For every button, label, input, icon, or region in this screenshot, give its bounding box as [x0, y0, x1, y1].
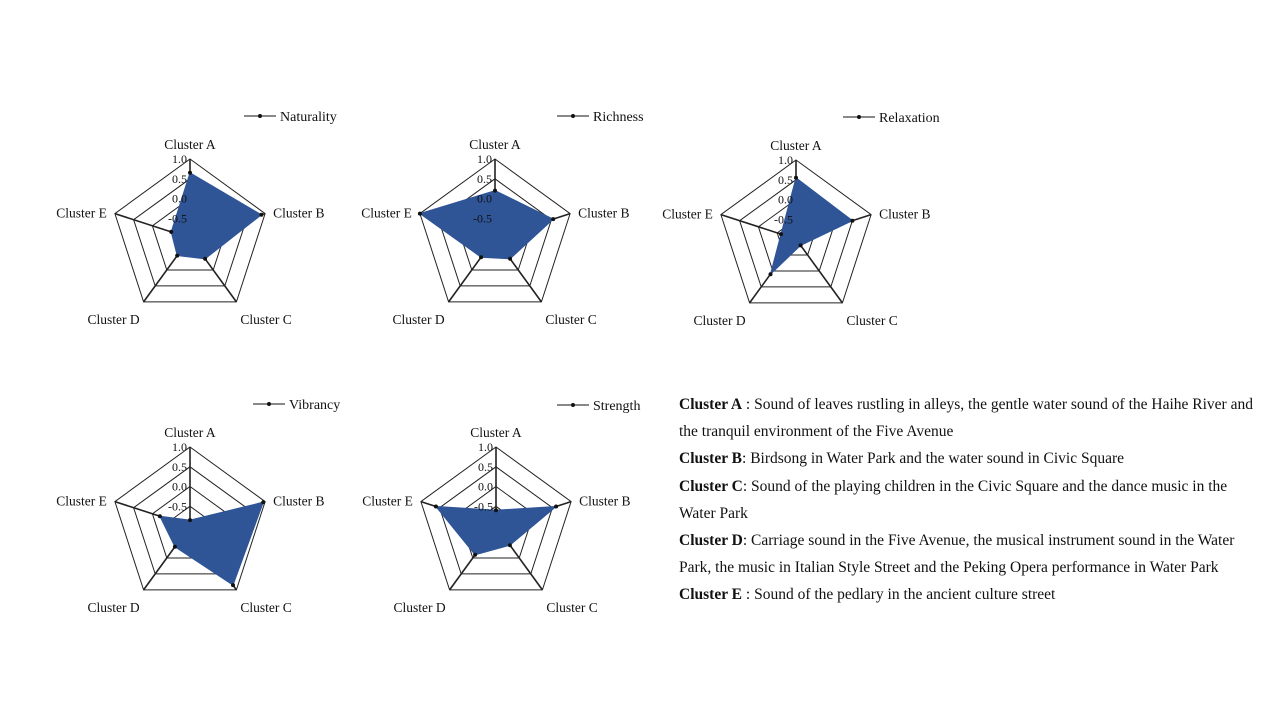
legend-marker: [267, 402, 271, 406]
data-point: [231, 583, 235, 587]
data-point: [259, 213, 263, 217]
r-tick-label: 0.0: [778, 192, 793, 207]
category-label: Cluster B: [273, 493, 325, 509]
r-tick-label: 0.0: [478, 479, 493, 494]
data-point: [188, 518, 192, 522]
cluster-description: [679, 391, 1259, 445]
r-tick-label: -0.5: [474, 499, 493, 514]
radar-chart-5: [362, 399, 640, 615]
r-tick-label: 0.5: [778, 172, 793, 187]
legend-label: Naturality: [280, 110, 337, 125]
data-point: [779, 232, 783, 236]
category-label: Cluster B: [578, 205, 630, 221]
r-tick-label: -0.5: [168, 211, 187, 226]
data-point: [554, 505, 558, 509]
category-label: Cluster E: [56, 493, 107, 509]
category-label: Cluster D: [87, 599, 140, 615]
series-area: [436, 507, 556, 555]
category-label: Cluster C: [546, 599, 598, 615]
data-point: [169, 230, 173, 234]
legend-label: Strength: [593, 399, 641, 414]
cluster-description-label: Cluster A: [679, 396, 743, 413]
r-tick-label: 1.0: [172, 440, 187, 454]
legend-marker: [857, 115, 861, 119]
data-point: [434, 505, 438, 509]
r-tick-label: -0.5: [473, 211, 492, 226]
category-label: Cluster B: [879, 206, 931, 222]
cluster-description-text: : Carriage sound in the Five Avenue, the musical instrument sound in the Water Park, the music in Italian Style Street and the Peking Opera performance in Water Park: [679, 532, 1235, 577]
category-label: Cluster A: [770, 138, 822, 153]
category-label: Cluster C: [240, 311, 292, 327]
r-tick-label: 0.5: [478, 459, 493, 474]
data-point: [769, 272, 773, 276]
legend-label: Richness: [593, 110, 644, 125]
data-point: [175, 254, 179, 258]
legend: [253, 398, 340, 413]
legend: [557, 399, 640, 414]
data-point: [494, 508, 498, 512]
data-point: [799, 243, 803, 247]
legend-label: Vibrancy: [289, 398, 341, 413]
category-label: Cluster E: [56, 205, 107, 221]
data-point: [203, 257, 207, 261]
legend: [557, 110, 644, 125]
data-point: [850, 219, 854, 223]
data-point: [158, 514, 162, 518]
data-point: [188, 171, 192, 175]
cluster-description: [679, 473, 1259, 527]
cluster-description-label: Cluster B: [679, 450, 743, 468]
category-label: Cluster A: [469, 137, 521, 152]
category-label: Cluster A: [470, 425, 522, 440]
r-tick-label: 1.0: [778, 153, 793, 167]
legend: [843, 111, 940, 126]
radar-chart-1: [56, 110, 336, 327]
cluster-description-label: Cluster D: [679, 532, 743, 550]
category-label: Cluster E: [662, 206, 713, 222]
r-tick-label: -0.5: [774, 212, 793, 227]
legend: [244, 110, 337, 125]
data-point: [508, 543, 512, 547]
r-tick-label: 1.0: [477, 152, 492, 166]
r-tick-label: 0.0: [477, 191, 492, 206]
category-label: Cluster E: [362, 493, 413, 509]
category-label: Cluster B: [273, 205, 325, 221]
data-point: [173, 545, 177, 549]
r-tick-label: 1.0: [172, 152, 187, 166]
category-label: Cluster A: [164, 137, 216, 152]
category-label: Cluster D: [392, 311, 445, 327]
cluster-description: [679, 581, 1259, 608]
data-point: [551, 217, 555, 221]
cluster-description-text: : Sound of the pedlary in the ancient culture street: [742, 586, 1056, 604]
r-tick-label: 0.5: [172, 171, 187, 186]
category-label: Cluster D: [87, 311, 140, 327]
radar-chart-3: [662, 111, 939, 328]
r-tick-label: 1.0: [478, 440, 493, 454]
data-point: [794, 176, 798, 180]
r-tick-label: 0.5: [172, 459, 187, 474]
cluster-description: [679, 527, 1259, 581]
cluster-descriptions: [679, 391, 1259, 609]
cluster-description-text: : Birdsong in Water Park and the water sound in Civic Square: [742, 450, 1125, 468]
data-point: [418, 212, 422, 216]
category-label: Cluster E: [361, 205, 412, 221]
r-tick-label: -0.5: [168, 499, 187, 514]
data-point: [473, 553, 477, 557]
cluster-description-text: : Sound of leaves rustling in alleys, the gentle water sound of the Haihe River and the tranquil environment of the Five Avenue: [679, 396, 1253, 441]
r-tick-label: 0.5: [477, 171, 492, 186]
category-label: Cluster A: [164, 425, 216, 440]
cluster-description-label: Cluster E: [679, 586, 743, 604]
data-point: [261, 500, 265, 504]
radar-chart-4: [56, 398, 340, 615]
category-label: Cluster C: [545, 311, 597, 327]
series-area: [160, 502, 263, 585]
r-tick-label: 0.0: [172, 479, 187, 494]
category-label: Cluster D: [693, 312, 746, 328]
cluster-description-text: : Sound of the playing children in the Civic Square and the dance music in the Water Park: [679, 477, 1228, 522]
data-point: [493, 189, 497, 193]
data-point: [479, 255, 483, 259]
radar-chart-2: [361, 110, 643, 327]
legend-marker: [258, 114, 262, 118]
r-tick-label: 0.0: [172, 191, 187, 206]
category-label: Cluster C: [240, 599, 292, 615]
category-label: Cluster D: [393, 599, 446, 615]
legend-marker: [571, 403, 575, 407]
category-label: Cluster B: [579, 493, 631, 509]
category-label: Cluster C: [846, 312, 898, 328]
cluster-description-label: Cluster C: [679, 477, 743, 495]
legend-label: Relaxation: [879, 111, 940, 126]
cluster-description: [679, 445, 1259, 472]
legend-marker: [571, 114, 575, 118]
data-point: [508, 257, 512, 261]
